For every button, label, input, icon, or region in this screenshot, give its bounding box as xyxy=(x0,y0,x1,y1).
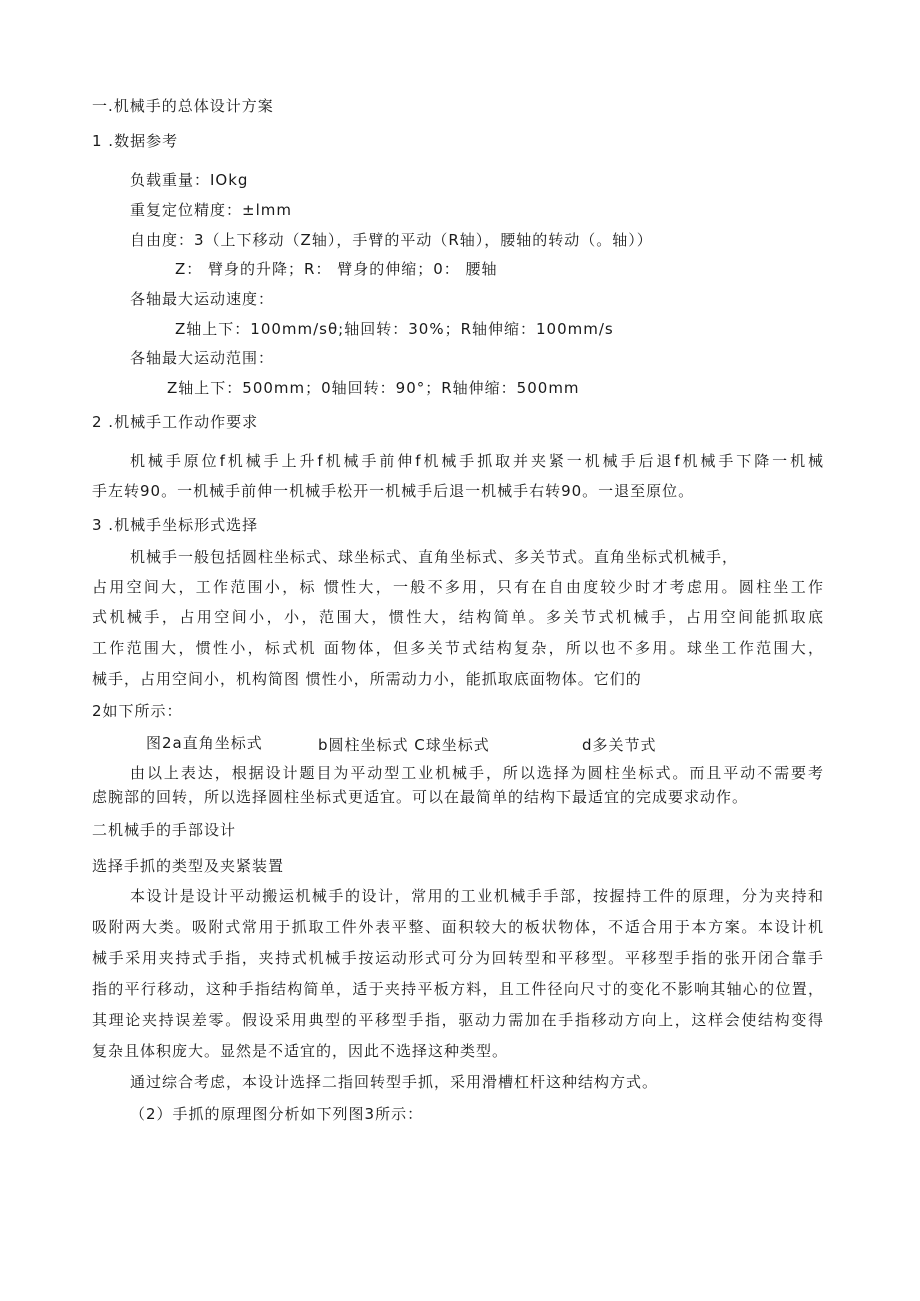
motion-sequence-line-1: 机械手原位f机械手上升f机械手前伸f机械手抓取并夹紧一机械手后退f机械手下降一机械 xyxy=(130,452,824,470)
gripper-paragraph-line-1: 本设计是设计平动搬运机械手的设计，常用的工业机械手手部，按握持工件的原理，分为夹持和 xyxy=(130,887,824,905)
gripper-paragraph-line-4: 指的平行移动，这种手指结构简单，适于夹持平板方料，且工件径向尺寸的变化不影响其轴心的位置， xyxy=(92,980,824,998)
section-1-heading: 一.机械手的总体设计方案 xyxy=(92,97,274,115)
max-speed-values: Z轴上下：100mm∕sθ;轴回转：30%；R轴伸缩：100mm/s xyxy=(175,320,614,338)
degrees-of-freedom: 自由度：3（上下移动（Z轴），手臂的平动（R轴），腰轴的转动（。轴）） xyxy=(130,231,653,249)
gripper-paragraph-line-6: 复杂且体积庞大。显然是不适宜的，因此不选择这种类型。 xyxy=(92,1042,509,1060)
coordinate-paragraph-line-6: 2如下所示： xyxy=(92,702,183,720)
coordinate-paragraph-line-3: 式机械手，占用空间小，小，范围大，惯性大，结构简单。多关节式机械手，占用空间能抓取底 xyxy=(92,608,824,626)
axis-description: Z： 臂身的升降；R： 臂身的伸缩；0： 腰轴 xyxy=(175,260,498,278)
load-weight: 负载重量：IOkg xyxy=(130,171,249,189)
figure-3-reference: （2）手抓的原理图分析如下列图3所示： xyxy=(130,1105,424,1123)
section-2-heading: 二机械手的手部设计 xyxy=(92,821,237,839)
gripper-paragraph-line-3: 械手采用夹持式手指，夹持式机械手按运动形式可分为回转型和平移型。平移型手指的张开闭合靠手 xyxy=(92,949,824,967)
positioning-precision: 重复定位精度：±lmm xyxy=(130,201,292,219)
coordinate-paragraph-line-4: 工作范围大，惯性小，标式机 面物体，但多关节式结构复杂，所以也不多用。球坐工作范围大， xyxy=(92,639,824,657)
gripper-type-heading: 选择手抓的类型及夹紧装置 xyxy=(92,857,285,875)
conclusion-line-2: 虑腕部的回转，所以选择圆柱坐标式更适宜。可以在最简单的结构下最适宜的完成要求动作。 xyxy=(92,788,749,806)
conclusion-line-1: 由以上表达，根据设计题目为平动型工业机械手，所以选择为圆柱坐标式。而且平动不需要考 xyxy=(130,764,824,782)
subsection-motion-requirements-heading: 2 .机械手工作动作要求 xyxy=(92,413,259,431)
coordinate-paragraph-line-1: 机械手一般包括圆柱坐标式、球坐标式、直角坐标式、多关节式。直角坐标式机械手， xyxy=(130,548,739,566)
coordinate-paragraph-line-2: 占用空间大，工作范围小，标 惯性大，一般不多用，只有在自由度较少时才考虑用。圆柱坐工作 xyxy=(92,578,824,596)
max-range-label: 各轴最大运动范围： xyxy=(130,349,275,367)
gripper-paragraph-line-5: 其理论夹持误差零。假设采用典型的平移型手指，驱动力需加在手指移动方向上，这样会使结构变得 xyxy=(92,1011,824,1029)
coordinate-paragraph-line-5: 械手，占用空间小，机构简图 惯性小，所需动力小，能抓取底面物体。它们的 xyxy=(92,670,642,688)
subsection-data-reference-heading: 1 .数据参考 xyxy=(92,132,179,150)
figure-2a-caption: 图2a直角坐标式 xyxy=(146,734,263,752)
figure-2bc-caption: b圆柱坐标式 C球坐标式 xyxy=(318,736,490,754)
motion-sequence-line-2: 手左转90。一机械手前伸一机械手松开一机械手后退一机械手右转90。一退至原位。 xyxy=(92,482,695,500)
gripper-paragraph-line-2: 吸附两大类。吸附式常用于抓取工件外表平整、面积较大的板状物体，不适合用于本方案。本设计机 xyxy=(92,918,824,936)
design-choice-paragraph: 通过综合考虑，本设计选择二指回转型手抓，采用滑槽杠杆这种结构方式。 xyxy=(130,1073,659,1091)
subsection-coordinate-form-heading: 3 .机械手坐标形式选择 xyxy=(92,516,259,534)
figure-2d-caption: d多关节式 xyxy=(582,736,657,754)
max-speed-label: 各轴最大运动速度： xyxy=(130,290,275,308)
max-range-values: Z轴上下：500mm；0轴回转：90°；R轴伸缩：500mm xyxy=(167,379,580,397)
